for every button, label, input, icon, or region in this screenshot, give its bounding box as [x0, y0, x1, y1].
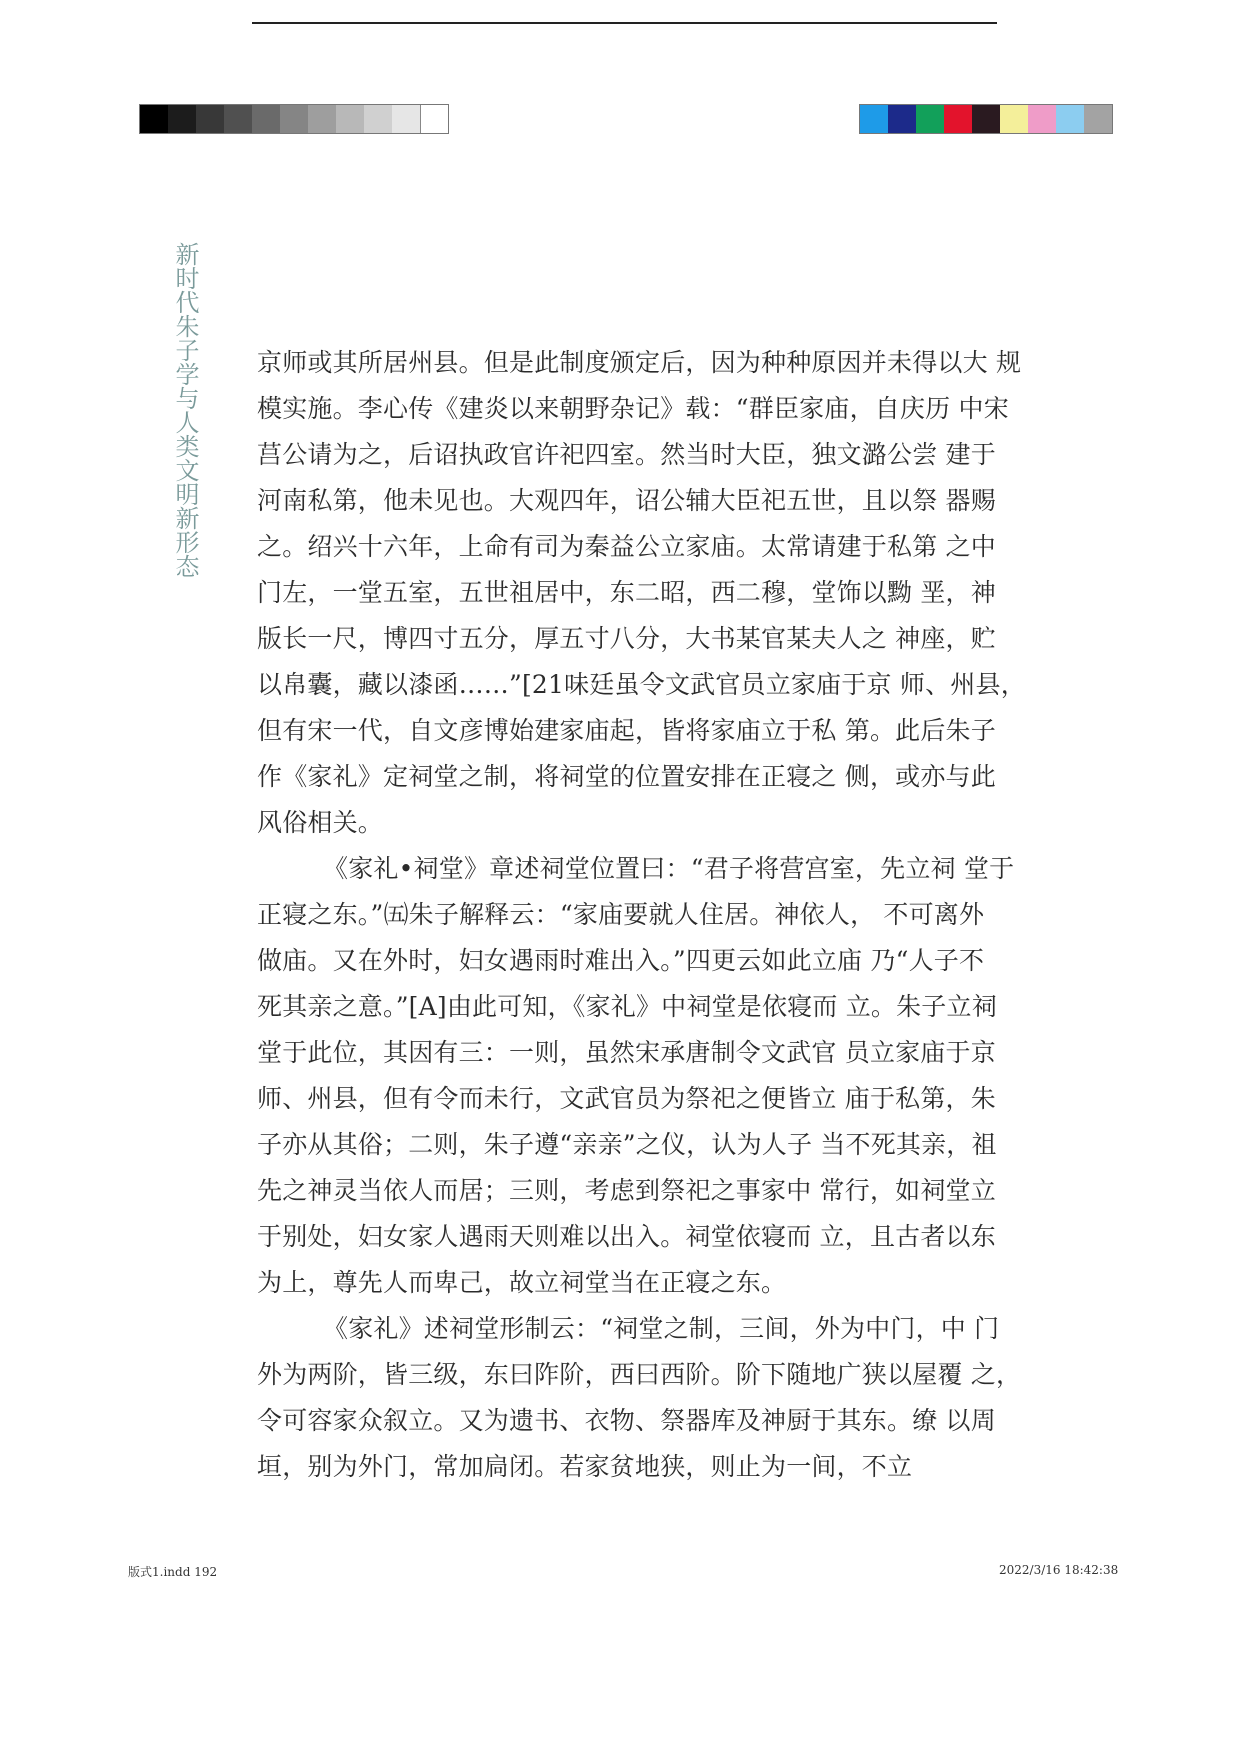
color-swatch [1028, 105, 1056, 133]
text-line: 风俗相关。 [257, 808, 384, 837]
text-line: 为上，尊先人而卑己，故立祠堂当在正寝之东。 [257, 1268, 787, 1297]
text-line: 以帛囊，藏以漆函……”[21味廷虽令文武官员立家庙于京 师、州县， [257, 670, 1026, 699]
gray-swatch [168, 105, 196, 133]
text-line: 于别处，妇女家人遇雨天则难以出入。祠堂依寝而 立，且古者以东 [257, 1222, 996, 1251]
color-swatch [1084, 105, 1112, 133]
gray-swatch [140, 105, 168, 133]
grayscale-calibration-bar [139, 104, 449, 134]
text-line: 外为两阶，皆三级，东曰阼阶，西曰西阶。阶下随地广狭以屋覆 之， [257, 1360, 1022, 1389]
gray-swatch [336, 105, 364, 133]
text-line: 正寝之东。”㈤朱子解释云：“家庙要就人住居。神依人， 不可离外 [257, 900, 985, 929]
footer-file-info: 版式1.indd 192 [128, 1565, 218, 1579]
text-line: 垣，别为外门，常加扃闭。若家贫地狭，则止为一间，不立 [257, 1452, 913, 1481]
text-line: 死其亲之意。”[A]由此可知，《家礼》中祠堂是依寝而 立。朱子立祠 [257, 992, 997, 1021]
footer-timestamp: 2022/3/16 18:42:38 [999, 1563, 1119, 1577]
text-line: 门左，一堂五室，五世祖居中，东二昭，西二穆，堂饰以黝 垩，神 [257, 578, 996, 607]
color-swatch [972, 105, 1000, 133]
text-line: 师、州县，但有令而未行，文武官员为祭祀之便皆立 庙于私第，朱 [257, 1084, 996, 1113]
text-line: 版长一尺，博四寸五分，厚五寸八分，大书某官某夫人之 神座，贮 [257, 624, 996, 653]
text-line: 但有宋一代，自文彦博始建家庙起，皆将家庙立于私 第。此后朱子 [257, 716, 996, 745]
text-line: 河南私第，他未见也。大观四年，诏公辅大臣祀五世，且以祭 器赐 [257, 486, 996, 515]
top-rule [252, 22, 997, 24]
text-line: 《家礼》述祠堂形制云：“祠堂之制，三间，外为中门，中 门 [323, 1314, 1000, 1343]
text-line: 模实施。李心传《建炎以来朝野杂记》载：“群臣家庙，自庆历 中宋 [257, 394, 1009, 423]
color-calibration-bar [859, 104, 1113, 134]
text-line: 《家礼•祠堂》章述祠堂位置曰：“君子将营宫室，先立祠 堂于 [323, 854, 1015, 883]
gray-swatch [364, 105, 392, 133]
color-swatch [860, 105, 888, 133]
text-line: 令可容家众叙立。又为遗书、衣物、祭器库及神厨于其东。缭 以周 [257, 1406, 996, 1435]
gray-swatch [224, 105, 252, 133]
gray-swatch [392, 105, 420, 133]
text-line: 莒公请为之，后诏执政官许祀四室。然当时大臣，独文潞公尝 建于 [257, 440, 996, 469]
text-line: 京师或其所居州县。但是此制度颁定后，因为种种原因并未得以大 规 [257, 348, 1022, 377]
color-swatch [916, 105, 944, 133]
color-swatch [1000, 105, 1028, 133]
color-swatch [944, 105, 972, 133]
body-text [257, 340, 1026, 1490]
color-swatch [1056, 105, 1084, 133]
text-line: 堂于此位，其因有三：一则，虽然宋承唐制令文武官 员立家庙于京 [257, 1038, 996, 1067]
running-header-title: 新时代朱子学与人类文明新形态 [171, 242, 199, 578]
color-swatch [888, 105, 916, 133]
gray-swatch [280, 105, 308, 133]
text-line: 作《家礼》定祠堂之制，将祠堂的位置安排在正寝之 侧，或亦与此 [257, 762, 996, 791]
gray-swatch [420, 105, 448, 133]
text-line: 之。绍兴十六年，上命有司为秦益公立家庙。太常请建于私第 之中 [257, 532, 996, 561]
gray-swatch [252, 105, 280, 133]
gray-swatch [196, 105, 224, 133]
text-line: 子亦从其俗；二则，朱子遵“亲亲”之仪，认为人子 当不死其亲，祖 [257, 1130, 997, 1159]
gray-swatch [308, 105, 336, 133]
text-line: 做庙。又在外时，妇女遇雨时难出入。”四更云如此立庙 乃“人子不 [257, 946, 985, 975]
text-line: 先之神灵当依人而居；三则，考虑到祭祀之事家中 常行，如祠堂立 [257, 1176, 996, 1205]
